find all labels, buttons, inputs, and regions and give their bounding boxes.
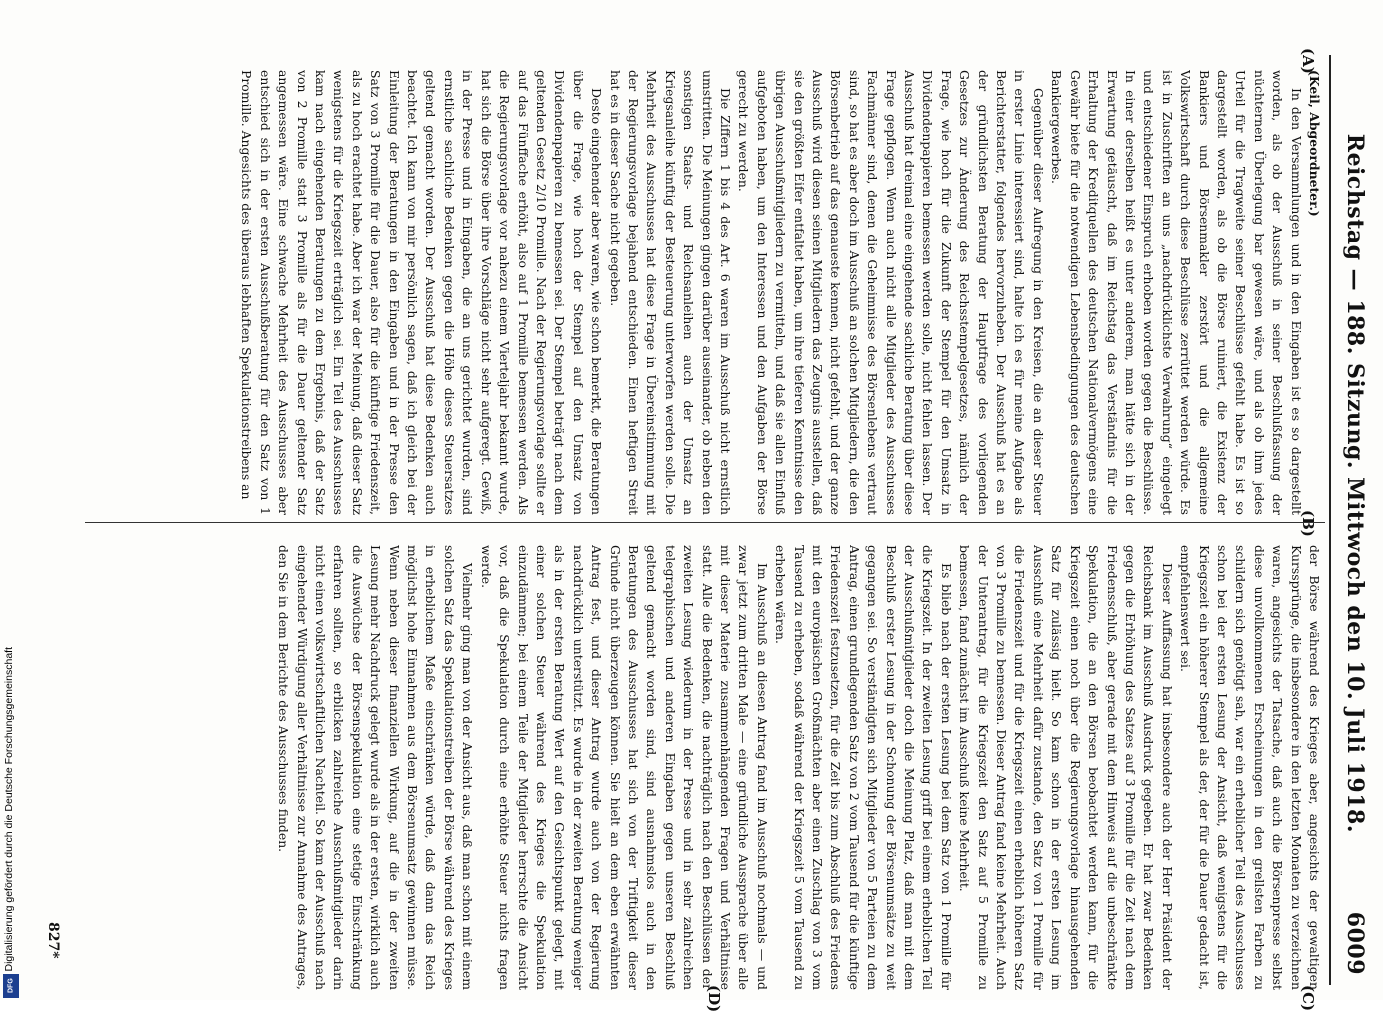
column-divider (85, 522, 1325, 523)
paragraph: der Börse während des Krieges aber, angesichts der gewaltigen Kurssprünge, die insbesondere in den letzten Monaten zu verzeichnen waren, angesichts der Tatsache, daß auch die Börsenpresse selbst diese unvollkommenen Erscheinungen in den grellsten Farben zu schildern sich genötigt sah, war ein erheblicher Teil des Ausschusses schon bei der ersten Lesung der Ansicht, daß wenigstens für die Kriegszeit ein höherer Stempel als der, der für die Dauer gedacht ist, empfehlenswert sei. (1178, 545, 1322, 990)
left-text-column (88, 70, 1323, 515)
paragraph: Desto eingehender aber waren, wie schon bemerkt, die Beratungen über die Frage, wie hoch der Stempel auf den Umsatz von Dividendenpapieren zu bemessen sei. Der Stempel beträgt nach dem geltenden Gesetz 2/10 Promille. Nach der Regierungsvorlage sollte er auf das Fünffache erhöht, also auf 1 Promille bemessen werden. Als die Regierungsvorlage vor nahezu einem Vierteljahr bekannt wurde, hat sich die Börse über ihre Vorschläge nicht sehr aufgeregt. Gewiß, in der Presse und in Eingaben, die an uns gerichtet wurden, sind ernstliche sachliche Bedenken gegen die Höhe dieses Steuersatzes geltend gemacht worden. Der Ausschuß hat diese Bedenken auch beachtet. Ich kann von mir persönlich sagen, daß ich gleich bei der Einleitung der Beratungen in den Eingaben und in der Presse den Satz von 3 Promille für die Dauer, also für die künftige Friedenszeit, als zu hoch erachtet habe. Aber ich war der Meinung, daß dieser Satz wenigstens für die Kriegszeit erträglich sei. Ein Teil des Ausschusses kam nach eingehenden Beratungen zu dem Ergebnis, daß der Satz von 2 Promille statt 3 Promille als für die Dauer geltender Satz angemessen wäre. Eine schwache Mehrheit des Ausschusses aber entschied sich in der ersten Ausschußberatung für den Satz von 1 Promille. Angesichts des überaus lebhaften Spekulationstreibens an (239, 70, 605, 515)
page-header-title: Reichstag — 188. Sitzung. Mittwoch den 10. Juli 1918. (1342, 133, 1368, 833)
paragraph: Gegenüber dieser Aufregung in den Kreisen, die an dieser Steuer in erster Linie interessiert sind, halte ich es für meine Aufgabe als Berichterstatter, folgendes hervorzuheben. Der Ausschuß hat es an der gründlichsten Beratung der Hauptfrage des vorliegenden Gesetzes zur Änderung des Reichsstempelgesetzes, nämlich der Frage, wie hoch für die Zukunft der Stempel für den Umsatz in Dividendenpapieren bemessen werden solle, nicht fehlen lassen. Der Ausschuß hat dreimal eine eingehende sachliche Beratung über diese Frage gepflogen. Wenn auch nicht alle Mitglieder des Ausschusses Fachmänner sind, denen die Geheimnisse des Börsenlebens vertraut sind, so hat es aber doch im Ausschuß an solchen Mitgliedern, die den Börsenbetrieb auf das genaueste kennen, nicht gefehlt, und der ganze Ausschuß wird diesen seinen Mitgliedern das Zeugnis ausstellen, daß sie den größten Eifer entfaltet haben, um ihre tieferen Kenntnisse den übrigen Ausschußmitgliedern zu vermitteln, und daß sie allen Einfluß aufgeboten haben, um den Interessen und den Aufgaben der Börse gerecht zu werden. (736, 70, 1046, 515)
margin-marker-a: (A) (1299, 48, 1317, 74)
paragraph: Die Ziffern 1 bis 4 des Art. 6 waren im Ausschuß nicht ernstlich umstritten. Die Meinungen gingen darüber auseinander, ob neben den sonstigen Staats- und Reichsanleihen auch der Umsatz an Kriegsanleihe künftig der Besteuerung unterworfen werden solle. Die Mehrheit des Ausschusses hat diese Frage in Übereinstimmung mit der Regierungsvorlage bejahend entschieden. Einen heftigen Streit hat es in dieser Sache nicht gegeben. (607, 70, 733, 515)
margin-marker-c: (C) (1299, 985, 1317, 1012)
sheet-page-mark: 827* (45, 922, 61, 959)
paragraph: Es blieb nach der ersten Lesung bei dem Satz von 1 Promille für die Kriegszeit. In der zweiten Lesung griff bei einem erheblichen Teil der Ausschußmitglieder doch die Meinung Platz, daß man mit dem Beschluß erster Lesung in der Schonung der Börsenumsätze zu weit gegangen sei. So verständigten sich Mitglieder von 5 Parteien zu dem Antrag, einen grundlegenden Satz von 2 vom Tausend für die künftige Friedenszeit festzusetzen, für die Zeit bis zum Abschluß des Friedens mit den europäischen Großmächten aber einen Zuschlag von 3 vom Tausend zu erheben, sodaß während der Kriegszeit 5 vom Tausend zu erheben wären. (773, 545, 954, 990)
credit-text: Digitalisierung gefördert durch die Deutsche Forschungsgemeinschaft (3, 647, 15, 972)
dfg-logo: DFG (3, 974, 19, 998)
margin-marker-d: (D) (705, 985, 723, 1012)
page-number: 6009 (1342, 911, 1368, 975)
digitization-credit (2, 0, 20, 1000)
paragraph: In den Versammlungen und in den Eingaben ist es so dargestellt worden, als ob der Ausschuß in seiner Beschlußfassung der nüchternen Überlegung bar gewesen wäre, und als ob ihm jedes Urteil für die Tragweite seiner Beschlüsse gefehlt habe. Es ist so dargestellt worden, als ob die Börse ruiniert, die Existenz der Bankiers und Börsenmakler zerstört und die allgemeine Volkswirtschaft durch diese Beschlüsse zerrüttet werden würde. Es ist in Zuschriften an uns „nachdrücklichste Verwahrung“ eingelegt und entschiedener Einspruch erhoben worden gegen die Beschlüsse. In einer derselben heißt es unter anderem, man hätte sich in der Erwartung getäuscht, daß im Reichstag das Verständnis für die Erhaltung der Kreditquellen des deutschen Nationalvermögens eine Gewähr biete für die notwendigen Lebensbedingungen des deutschen Bankiergewerbes. (1049, 70, 1304, 515)
header-rule (1329, 55, 1331, 985)
right-text-column (88, 545, 1323, 990)
margin-marker-b: (B) (1299, 510, 1317, 537)
paragraph: Im Ausschuß an diesen Antrag fand im Ausschuß nochmals — und zwar jetzt zum dritten Male — eine gründliche Aussprache über alle mit dieser Materie zusammenhängenden Fragen und Verhältnisse statt. Alle die Bedenken, die nachträglich nach den Beschlüssen der zweiten Lesung wiederum in der Presse und in sehr zahlreichen telegraphischen und anderen Eingaben gegen unseren Beschluß geltend gemacht worden sind, sind ausnahmslos auch in den Beratungen des Ausschusses hat sich von der Triftigkeit dieser Gründe nicht überzeugen können. Sie hielt an dem eben erwähnten Antrag fest, und dieser Antrag wurde auch von der Regierung nachdrücklich unterstützt. Es wurde in der zweiten Beratung weniger als in der ersten Beratung Wert auf den Gesichtspunkt gelegt, mit einer solchen Steuer während des Krieges die Spekulation einzudämmen; bei einem Teile der Mitglieder herrschte die Ansicht vor, daß die Spekulation durch eine erhöhte Steuer nichts fragen werde. (478, 545, 770, 990)
page-header (1335, 55, 1375, 975)
paragraph: Dieser Auffassung hat insbesondere auch der Herr Präsident der Reichsbank im Ausschuß Ausdruck gegeben. Er hat zwar Bedenken gegen die Erhöhung des Satzes auf 3 Promille für die Zeit nach dem Friedensschluß, aber gerade mit dem Hinweis auf die unbeschränkte Spekulation, die an den Börsen beobachtet werden kann, für die Kriegszeit einen noch über die Regierungsvorlage hinausgehenden Satz für zulässig hielt. So kam schon in der ersten Lesung im Ausschuß eine Mehrheit dafür zustande, den Satz von 1 Promille für die Friedenszeit und für die Kriegszeit einen erheblich höheren Satz von 3 Promille zu bemessen. Dieser Antrag fand keine Mehrheit. Auch der Unterantrag, für die Kriegszeit den Satz auf 5 Promille zu bemessen, fand zunächst im Ausschuß keine Mehrheit. (957, 545, 1175, 990)
speaker-label: (Keil, Abgeordneter.) (1307, 70, 1322, 217)
paragraph: Vielmehr ging man von der Ansicht aus, daß man schon mit einem solchen Satz das Spekulationstreiben der Börse während des Krieges in erheblichem Maße einschränken würde, daß dann das Reich möglichst hohe Einnahmen aus dem Börsenumsatz gewinnen müsse. Wenn neben dieser finanziellen Wirkung, auf die in der zweiten Lesung mehr Nachdruck gelegt wurde als in der ersten, wirklich auch die Auswüchse der Börsenspekulation eine stetige Einschränkung erfahren sollten, so erblicken zahlreiche Ausschußmitglieder darin nicht einen volkswirtschaftlichen Nachteil. So kam der Ausschuß nach eingehender Würdigung aller Verhältnisse zur Annahme des Antrages, den Sie in dem Berichte des Ausschusses finden. (276, 545, 476, 990)
